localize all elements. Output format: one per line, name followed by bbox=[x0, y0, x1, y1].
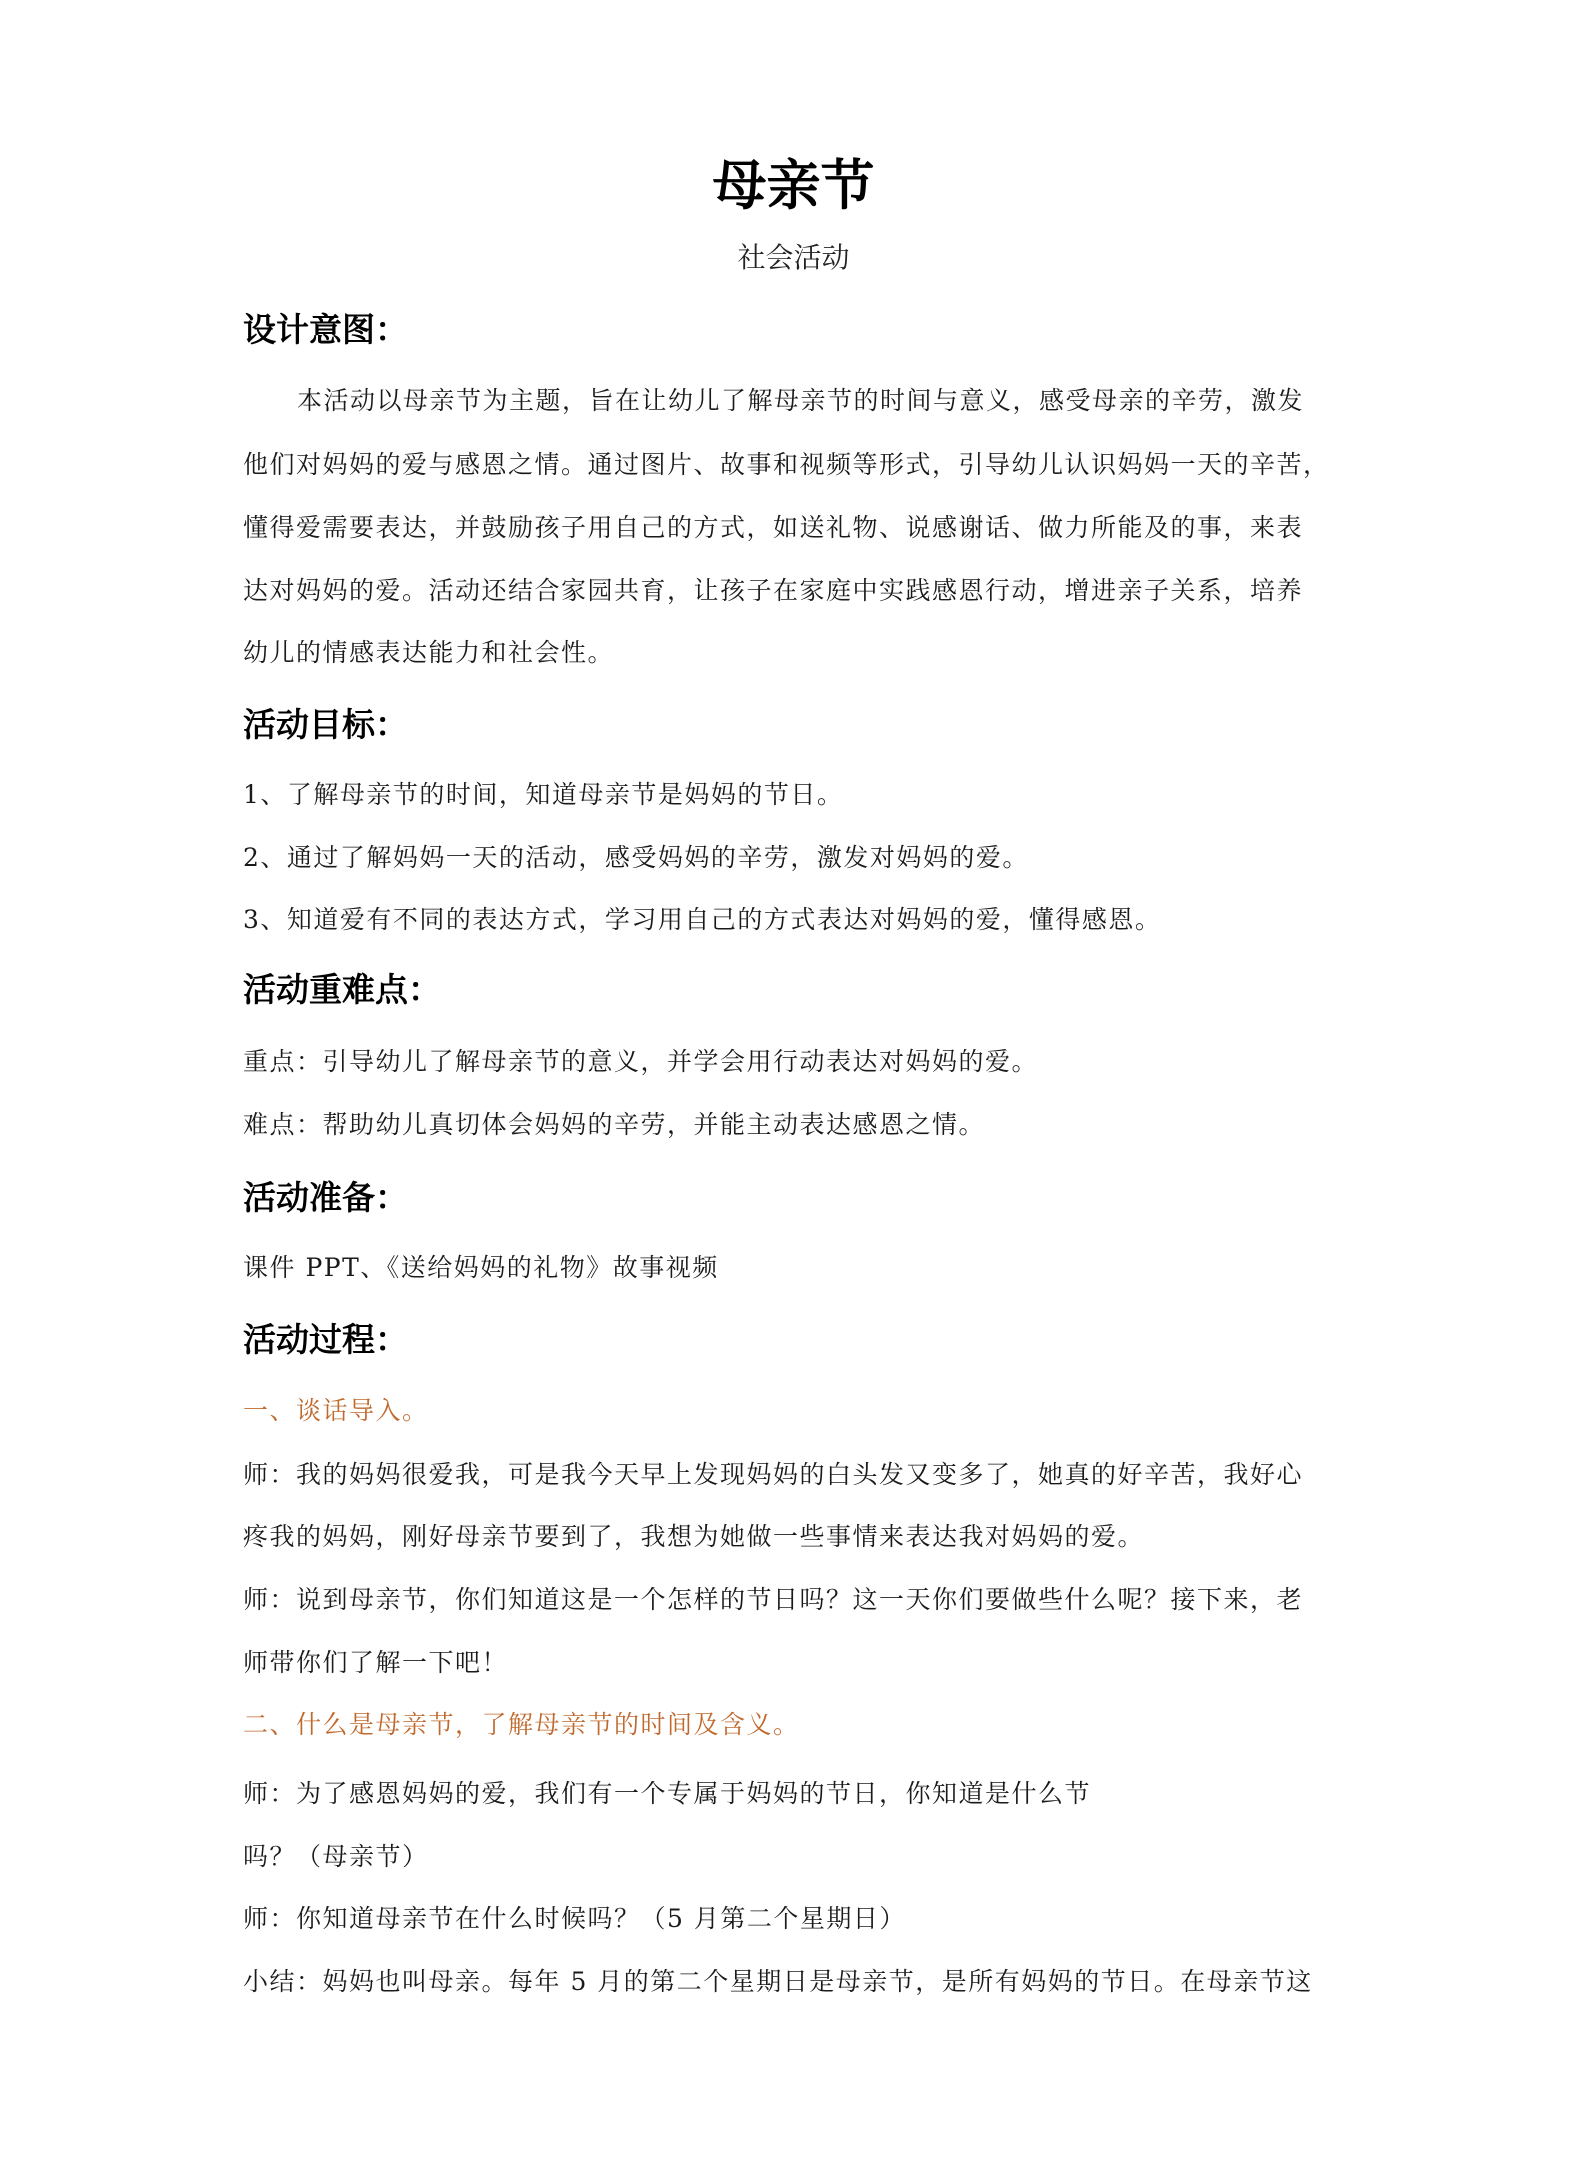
section-heading-design-intent: 设计意图： bbox=[243, 310, 408, 349]
document-title: 母亲节 bbox=[712, 153, 875, 217]
goal-item: 3、知道爱有不同的表达方式，学习用自己的方式表达对妈妈的爱，懂得感恩。 bbox=[243, 905, 1162, 934]
process-step-title: 一、谈话导入。 bbox=[243, 1396, 429, 1425]
process-line: 师：你知道母亲节在什么时候吗？（5 月第二个星期日） bbox=[243, 1904, 906, 1933]
process-line: 师带你们了解一下吧！ bbox=[243, 1648, 509, 1677]
document-subtitle: 社会活动 bbox=[737, 241, 850, 274]
goal-item: 1、了解母亲节的时间，知道母亲节是妈妈的节日。 bbox=[243, 780, 844, 809]
preparation-item: 课件 PPT、《送给妈妈的礼物》故事视频 bbox=[243, 1253, 719, 1282]
section-heading-preparation: 活动准备： bbox=[243, 1178, 408, 1217]
process-step-title: 二、什么是母亲节，了解母亲节的时间及含义。 bbox=[243, 1710, 800, 1739]
section-heading-process: 活动过程： bbox=[243, 1320, 408, 1359]
process-line: 师：为了感恩妈妈的爱，我们有一个专属于妈妈的节日，你知道是什么节 bbox=[243, 1779, 1092, 1808]
section-heading-goals: 活动目标： bbox=[243, 705, 408, 744]
process-line: 师：说到母亲节，你们知道这是一个怎样的节日吗？这一天你们要做些什么呢？接下来，老 bbox=[243, 1585, 1304, 1614]
paragraph-line: 他们对妈妈的爱与感恩之情。通过图片、故事和视频等形式，引导幼儿认识妈妈一天的辛苦， bbox=[243, 450, 1330, 479]
key-point-item: 重点：引导幼儿了解母亲节的意义，并学会用行动表达对妈妈的爱。 bbox=[243, 1047, 1039, 1076]
key-point-item: 难点：帮助幼儿真切体会妈妈的辛劳，并能主动表达感恩之情。 bbox=[243, 1110, 986, 1139]
paragraph-line: 幼儿的情感表达能力和社会性。 bbox=[243, 638, 615, 667]
process-line: 疼我的妈妈，刚好母亲节要到了，我想为她做一些事情来表达我对妈妈的爱。 bbox=[243, 1522, 1145, 1551]
process-line: 师：我的妈妈很爱我，可是我今天早上发现妈妈的白头发又变多了，她真的好辛苦，我好心 bbox=[243, 1460, 1304, 1489]
goal-item: 2、通过了解妈妈一天的活动，感受妈妈的辛劳，激发对妈妈的爱。 bbox=[243, 843, 1029, 872]
process-line: 吗？（母亲节） bbox=[243, 1842, 429, 1871]
process-line: 小结：妈妈也叫母亲。每年 5 月的第二个星期日是母亲节，是所有妈妈的节日。在母亲节这 bbox=[243, 1967, 1313, 1996]
paragraph-line: 懂得爱需要表达，并鼓励孩子用自己的方式，如送礼物、说感谢话、做力所能及的事，来表 bbox=[243, 513, 1304, 542]
paragraph-line: 达对妈妈的爱。活动还结合家园共育，让孩子在家庭中实践感恩行动，增进亲子关系，培养 bbox=[243, 576, 1304, 605]
section-heading-key-points: 活动重难点： bbox=[243, 970, 441, 1009]
paragraph-line: 本活动以母亲节为主题，旨在让幼儿了解母亲节的时间与意义，感受母亲的辛劳，激发 bbox=[297, 386, 1305, 415]
